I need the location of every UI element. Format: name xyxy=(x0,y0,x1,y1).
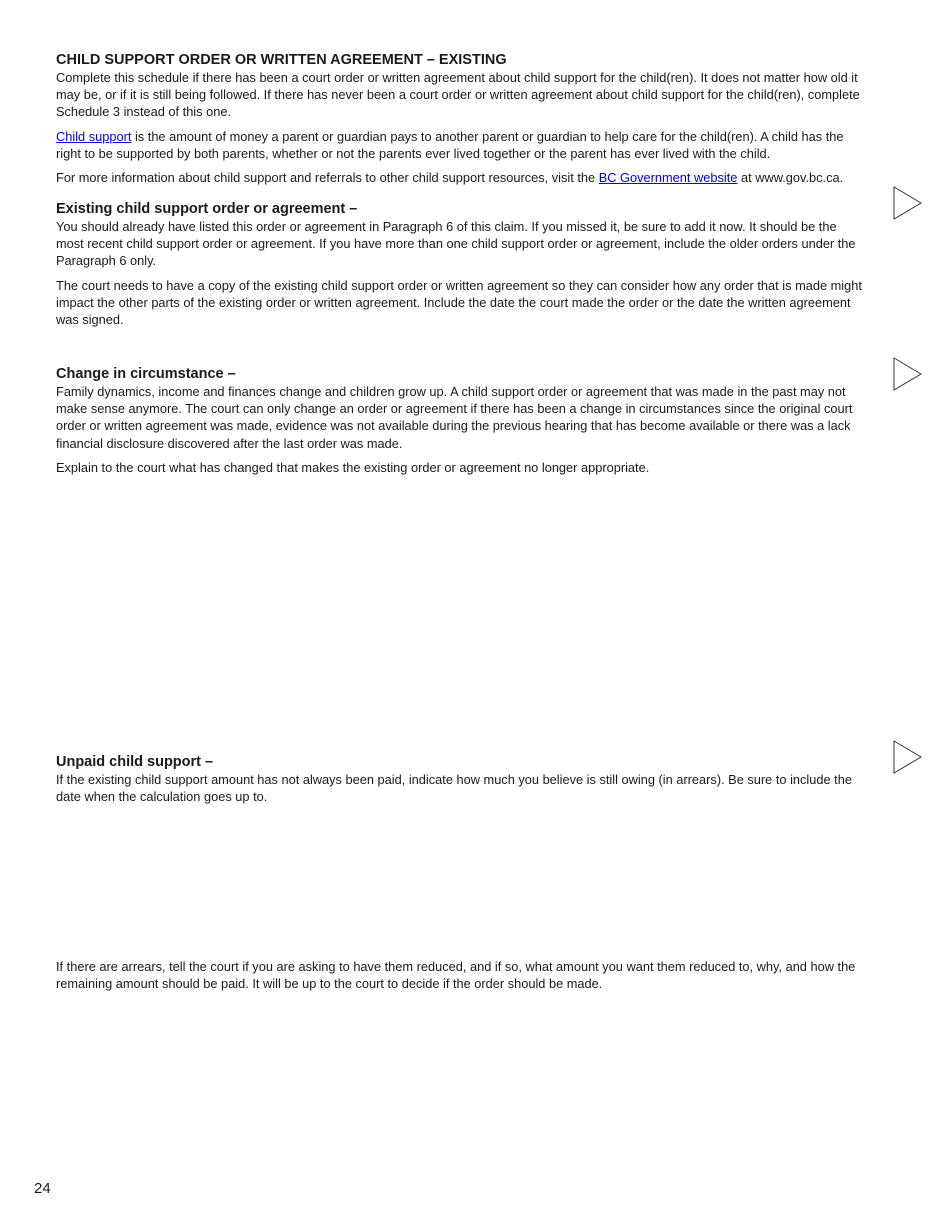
change-in-circumstance-section xyxy=(56,366,862,476)
bc-government-website-link[interactable]: BC Government website xyxy=(598,170,738,186)
existing-order-heading: Existing child support order or agreement – xyxy=(56,201,358,217)
triangle-right-outline-icon xyxy=(893,186,923,220)
more-info-paragraph xyxy=(56,169,862,186)
more-info-text-before: For more information about child support and referrals to other child support resources, visit the xyxy=(56,170,599,186)
arrears-paragraph: If there are arrears, tell the court if you are asking to have them reduced, and if so, what amount you want them reduced to, why, and how the remaining amount should be paid. It will be up to the court to decide if the order should be made. xyxy=(56,959,856,992)
existing-order-paragraph-1: You should already have listed this order or agreement in Paragraph 6 of this claim. If you missed it, be sure to add it now. It should be the most recent child support order or agreement. If you have more than one child support order or agreement, include the older orders under the Paragraph 6 only. xyxy=(56,219,856,269)
more-info-text-after: at www.gov.bc.ca. xyxy=(737,170,844,186)
triangle-right-outline-icon xyxy=(893,357,923,391)
intro-paragraph: Complete this schedule if there has been a court order or written agreement about child support for the child(ren). It does not matter how old it may be, or if it is still being followed. If there has never been a court order or written agreement about child support for the child(ren), complete Schedule 3 instead of this one. xyxy=(56,70,860,120)
unpaid-child-support-section xyxy=(56,754,862,805)
intro-section xyxy=(56,52,862,186)
unpaid-child-support-paragraph: If the existing child support amount has not always been paid, indicate how much you believe is still owing (in arrears). Be sure to include the date when the calculation goes up to. xyxy=(56,772,852,805)
unpaid-child-support-heading: Unpaid child support – xyxy=(56,754,214,770)
change-in-circumstance-paragraph-2: Explain to the court what has changed that makes the existing order or agreement no longer appropriate. xyxy=(56,459,650,475)
page-number: 24 xyxy=(34,1180,51,1197)
triangle-right-outline-icon xyxy=(893,740,923,774)
existing-order-section xyxy=(56,201,862,328)
change-in-circumstance-paragraph-1: Family dynamics, income and finances change and children grow up. A child support order or agreement that was made in the past may not make sense anymore. The court can only change an order or agreement if there has been a change in circumstances since the original court order or written agreement was made, evidence was not available during the previous hearing that has become available or there was a lack financial disclosure discovered after the last order was made. xyxy=(56,384,853,451)
change-in-circumstance-heading: Change in circumstance – xyxy=(56,366,236,382)
child-support-definition-text: is the amount of money a parent or guardian pays to another parent or guardian to help care for the child(ren). A child has the right to be supported by both parents, whether or not the parents ever lived together or the parent has ever lived with the child. xyxy=(56,128,844,161)
existing-order-paragraph-2: The court needs to have a copy of the existing child support order or written agreement so they can consider how any order that is made might impact the other parts of the existing order or written agreement. Include the date the court made the order or the date the written agreement was signed. xyxy=(56,277,862,328)
page-title: CHILD SUPPORT ORDER OR WRITTEN AGREEMENT – EXISTING xyxy=(56,52,507,68)
child-support-definition xyxy=(56,128,862,162)
arrears-section xyxy=(56,958,862,992)
child-support-link[interactable]: Child support xyxy=(56,128,132,144)
